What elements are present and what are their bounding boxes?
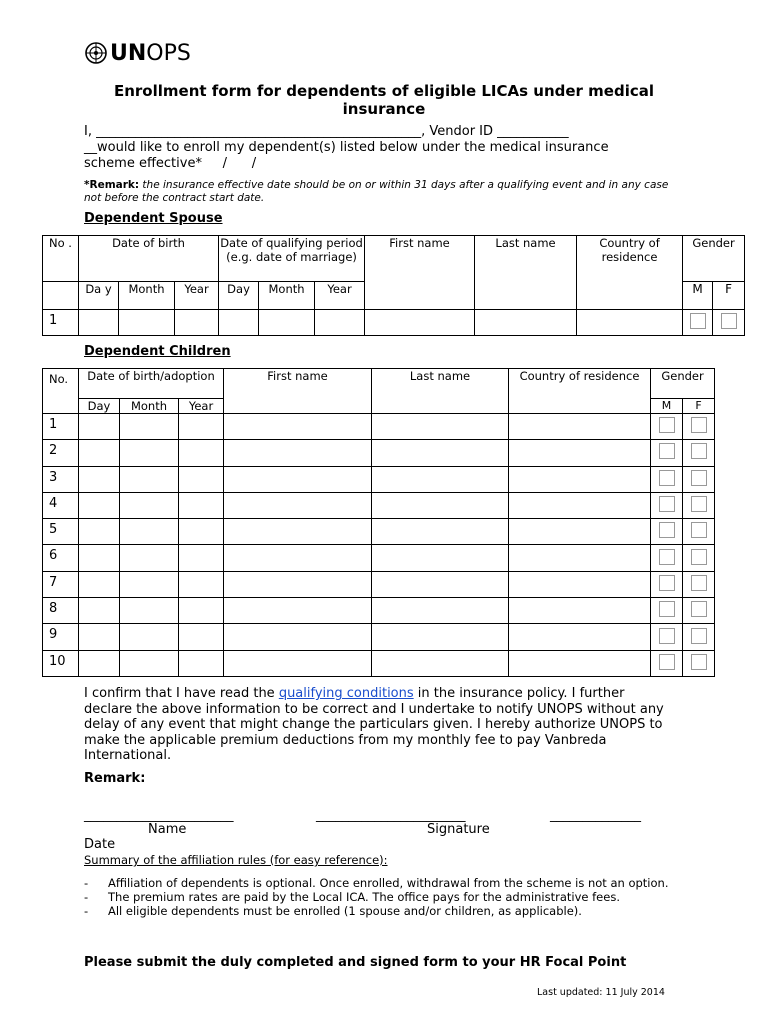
child-dob-month-cell[interactable] [120, 519, 179, 545]
child-first-name-cell[interactable] [224, 571, 372, 597]
child-dob-year-cell[interactable] [179, 624, 224, 650]
confirm-text-end: in the insurance policy. I further declare the above information to be correct and I undertake to notify UNOPS without any delay of any event that might change the particulars given. I hereby authorize UNOPS to make the applicable premium deductions from my monthly fee to pay Vanbreda International. [84, 686, 664, 763]
child-gender-m-cell [651, 466, 683, 492]
table-row [43, 492, 715, 518]
child-last-name-cell[interactable] [372, 624, 509, 650]
table-row [43, 545, 715, 571]
name-line[interactable]: _______________________ [84, 808, 234, 823]
child-gender-f-cell [683, 414, 715, 440]
signature-line[interactable]: _______________________ [316, 808, 466, 823]
child-gender-f-cell [683, 466, 715, 492]
date-caption: Date [84, 837, 116, 852]
child-first-name-cell[interactable] [224, 598, 372, 624]
child-dob-day-cell[interactable] [79, 598, 120, 624]
child-dob-year-cell[interactable] [179, 492, 224, 518]
child-row-number: 2 [43, 440, 79, 466]
child-gender-f-cell [683, 598, 715, 624]
gender-f-checkbox[interactable] [691, 601, 707, 617]
child-gender-m-cell [651, 571, 683, 597]
table-row [43, 624, 715, 650]
table-row [43, 519, 715, 545]
table-row [43, 310, 745, 336]
page-title: Enrollment form for dependents of eligible LICAs under medical insurance [113, 82, 655, 118]
intro-line-2: __would like to enroll my dependent(s) listed below under the medical insurance [84, 140, 609, 155]
table-row [43, 440, 715, 466]
intro-line-1: I, __________________________________________________, Vendor ID ___________ [84, 124, 569, 139]
child-row-number: 1 [43, 414, 79, 440]
date-line[interactable]: ______________ [550, 808, 641, 823]
child-first-name-cell[interactable] [224, 545, 372, 571]
child-last-name-cell[interactable] [372, 492, 509, 518]
gender-f-checkbox[interactable] [691, 549, 707, 565]
child-gender-m-cell [651, 519, 683, 545]
spouse-q-year-cell[interactable] [315, 310, 365, 336]
child-gender-m-cell [651, 440, 683, 466]
child-row-number: 5 [43, 519, 79, 545]
child-gender-f-cell [683, 571, 715, 597]
table-row [43, 650, 715, 676]
child-dob-day-cell[interactable] [79, 414, 120, 440]
gender-m-checkbox[interactable] [659, 417, 675, 433]
gender-f-checkbox[interactable] [691, 654, 707, 670]
table-row [43, 571, 715, 597]
child-last-name-cell[interactable] [372, 650, 509, 676]
spouse-header-q-day: Day [219, 282, 259, 310]
child-dob-month-cell[interactable] [120, 440, 179, 466]
child-dob-month-cell[interactable] [120, 650, 179, 676]
child-first-name-cell[interactable] [224, 624, 372, 650]
child-gender-f-cell [683, 624, 715, 650]
gender-m-checkbox[interactable] [659, 496, 675, 512]
child-dob-year-cell[interactable] [179, 440, 224, 466]
children-header-dob: Date of birth/adoption [79, 369, 224, 399]
child-first-name-cell[interactable] [224, 650, 372, 676]
gender-m-checkbox[interactable] [659, 575, 675, 591]
spouse-header-last-name: Last name [475, 236, 577, 310]
children-header-country: Country of residence [509, 369, 651, 414]
child-dob-month-cell[interactable] [120, 414, 179, 440]
spouse-last-name-cell[interactable] [475, 310, 577, 336]
child-dob-month-cell[interactable] [120, 466, 179, 492]
un-emblem-icon [84, 41, 108, 65]
gender-m-checkbox[interactable] [659, 628, 675, 644]
spouse-country-cell[interactable] [577, 310, 683, 336]
children-header-f: F [683, 399, 715, 414]
child-row-number: 8 [43, 598, 79, 624]
spouse-row-number: 1 [43, 310, 79, 336]
child-gender-f-cell [683, 492, 715, 518]
child-row-number: 4 [43, 492, 79, 518]
child-country-cell[interactable] [509, 650, 651, 676]
logo-text: UNOPS [110, 40, 191, 66]
child-dob-year-cell[interactable] [179, 545, 224, 571]
spouse-header-dob: Date of birth [79, 236, 219, 282]
gender-f-checkbox[interactable] [691, 575, 707, 591]
child-gender-f-cell [683, 545, 715, 571]
spouse-header-no-blank [43, 282, 79, 310]
children-header-no: No. [43, 369, 79, 414]
spouse-table [42, 235, 745, 336]
spouse-header-no: No . [43, 236, 79, 282]
child-gender-m-cell [651, 624, 683, 650]
child-dob-month-cell[interactable] [120, 492, 179, 518]
child-country-cell[interactable] [509, 414, 651, 440]
gender-m-checkbox[interactable] [659, 654, 675, 670]
child-dob-day-cell[interactable] [79, 571, 120, 597]
intro-line-3: scheme effective* / / [84, 156, 257, 171]
child-country-cell[interactable] [509, 519, 651, 545]
child-first-name-cell[interactable] [224, 466, 372, 492]
child-first-name-cell[interactable] [224, 492, 372, 518]
signature-caption: Signature [427, 822, 490, 837]
child-dob-day-cell[interactable] [79, 466, 120, 492]
child-gender-m-cell [651, 598, 683, 624]
children-header-last-name: Last name [372, 369, 509, 414]
child-dob-day-cell[interactable] [79, 519, 120, 545]
child-dob-day-cell[interactable] [79, 624, 120, 650]
child-country-cell[interactable] [509, 545, 651, 571]
child-row-number: 10 [43, 650, 79, 676]
child-gender-m-cell [651, 492, 683, 518]
gender-m-checkbox[interactable] [659, 549, 675, 565]
child-dob-day-cell[interactable] [79, 545, 120, 571]
name-caption: Name [148, 822, 187, 837]
gender-f-checkbox[interactable] [691, 628, 707, 644]
child-dob-day-cell[interactable] [79, 650, 120, 676]
table-row [43, 598, 715, 624]
child-dob-day-cell[interactable] [79, 440, 120, 466]
spouse-gender-m-cell [683, 310, 713, 336]
child-row-number: 6 [43, 545, 79, 571]
child-country-cell[interactable] [509, 440, 651, 466]
gender-m-checkbox[interactable] [659, 443, 675, 459]
child-row-number: 3 [43, 466, 79, 492]
child-last-name-cell[interactable] [372, 571, 509, 597]
remark-note-label: *Remark: [84, 179, 140, 191]
child-dob-month-cell[interactable] [120, 571, 179, 597]
child-gender-f-cell [683, 519, 715, 545]
gender-m-checkbox[interactable] [659, 601, 675, 617]
remark-note [84, 179, 674, 205]
child-dob-month-cell[interactable] [120, 545, 179, 571]
gender-f-checkbox[interactable] [691, 522, 707, 538]
child-country-cell[interactable] [509, 466, 651, 492]
gender-f-checkbox[interactable] [691, 417, 707, 433]
child-dob-month-cell[interactable] [120, 598, 179, 624]
child-dob-year-cell[interactable] [179, 519, 224, 545]
summary-list [84, 876, 684, 918]
children-heading: Dependent Children [84, 344, 231, 359]
last-updated: Last updated: 11 July 2014 [537, 987, 665, 998]
gender-m-checkbox[interactable] [659, 522, 675, 538]
child-row-number: 7 [43, 571, 79, 597]
child-country-cell[interactable] [509, 624, 651, 650]
spouse-header-m: M [683, 282, 713, 310]
child-dob-year-cell[interactable] [179, 598, 224, 624]
spouse-header-q-year: Year [315, 282, 365, 310]
spouse-header-f: F [713, 282, 745, 310]
gender-m-checkbox[interactable] [659, 470, 675, 486]
gender-f-checkbox[interactable] [691, 443, 707, 459]
child-gender-f-cell [683, 440, 715, 466]
children-header-year: Year [179, 399, 224, 414]
children-header-day: Day [79, 399, 120, 414]
child-last-name-cell[interactable] [372, 466, 509, 492]
gender-f-checkbox[interactable] [691, 496, 707, 512]
list-item: - Affiliation of dependents is optional. Once enrolled, withdrawal from the scheme is not an option. [84, 876, 669, 890]
child-last-name-cell[interactable] [372, 598, 509, 624]
child-first-name-cell[interactable] [224, 519, 372, 545]
child-gender-m-cell [651, 545, 683, 571]
table-row [43, 414, 715, 440]
children-header-gender: Gender [651, 369, 715, 399]
child-gender-m-cell [651, 650, 683, 676]
spouse-header-country: Country of residence [577, 236, 683, 310]
gender-m-checkbox[interactable] [690, 313, 706, 329]
gender-f-checkbox[interactable] [721, 313, 737, 329]
child-dob-month-cell[interactable] [120, 624, 179, 650]
remark-note-text: the insurance effective date should be on or within 31 days after a qualifying event and in any case not before the contract start date. [84, 179, 669, 204]
table-row [43, 466, 715, 492]
children-header-first-name: First name [224, 369, 372, 414]
spouse-header-qualifying: Date of qualifying period (e.g. date of marriage) [219, 236, 365, 282]
spouse-header-day: Da y [79, 282, 119, 310]
child-country-cell[interactable] [509, 598, 651, 624]
list-item: - The premium rates are paid by the Local ICA. The office pays for the administrative fees. [84, 890, 620, 904]
spouse-heading: Dependent Spouse [84, 211, 223, 226]
children-header-month: Month [120, 399, 179, 414]
child-dob-day-cell[interactable] [79, 492, 120, 518]
spouse-dob-year-cell[interactable] [175, 310, 219, 336]
spouse-header-gender: Gender [683, 236, 745, 282]
spouse-q-day-cell[interactable] [219, 310, 259, 336]
child-dob-year-cell[interactable] [179, 571, 224, 597]
child-last-name-cell[interactable] [372, 414, 509, 440]
gender-f-checkbox[interactable] [691, 470, 707, 486]
unops-logo [84, 40, 191, 66]
child-first-name-cell[interactable] [224, 440, 372, 466]
child-row-number: 9 [43, 624, 79, 650]
qualifying-conditions-link[interactable]: qualifying conditions [278, 686, 414, 701]
confirm-paragraph [84, 686, 674, 764]
confirm-text-start: I confirm that I have read the [84, 686, 279, 701]
child-first-name-cell[interactable] [224, 414, 372, 440]
spouse-q-month-cell[interactable] [259, 310, 315, 336]
spouse-header-q-month: Month [259, 282, 315, 310]
spouse-dob-month-cell[interactable] [119, 310, 175, 336]
spouse-dob-day-cell[interactable] [79, 310, 119, 336]
child-dob-year-cell[interactable] [179, 414, 224, 440]
list-item: - All eligible dependents must be enrolled (1 spouse and/or children, as applicable). [84, 904, 582, 918]
submit-instruction: Please submit the duly completed and signed form to your HR Focal Point [84, 955, 627, 970]
child-last-name-cell[interactable] [372, 545, 509, 571]
spouse-first-name-cell[interactable] [365, 310, 475, 336]
children-header-m: M [651, 399, 683, 414]
children-table [42, 368, 715, 677]
remark-label: Remark: [84, 771, 146, 786]
child-gender-m-cell [651, 414, 683, 440]
child-country-cell[interactable] [509, 571, 651, 597]
spouse-header-month: Month [119, 282, 175, 310]
child-country-cell[interactable] [509, 492, 651, 518]
spouse-header-first-name: First name [365, 236, 475, 310]
spouse-gender-f-cell [713, 310, 745, 336]
child-last-name-cell[interactable] [372, 519, 509, 545]
child-gender-f-cell [683, 650, 715, 676]
summary-heading: Summary of the affiliation rules (for easy reference): [84, 853, 388, 867]
child-dob-year-cell[interactable] [179, 466, 224, 492]
spouse-header-year: Year [175, 282, 219, 310]
child-last-name-cell[interactable] [372, 440, 509, 466]
child-dob-year-cell[interactable] [179, 650, 224, 676]
